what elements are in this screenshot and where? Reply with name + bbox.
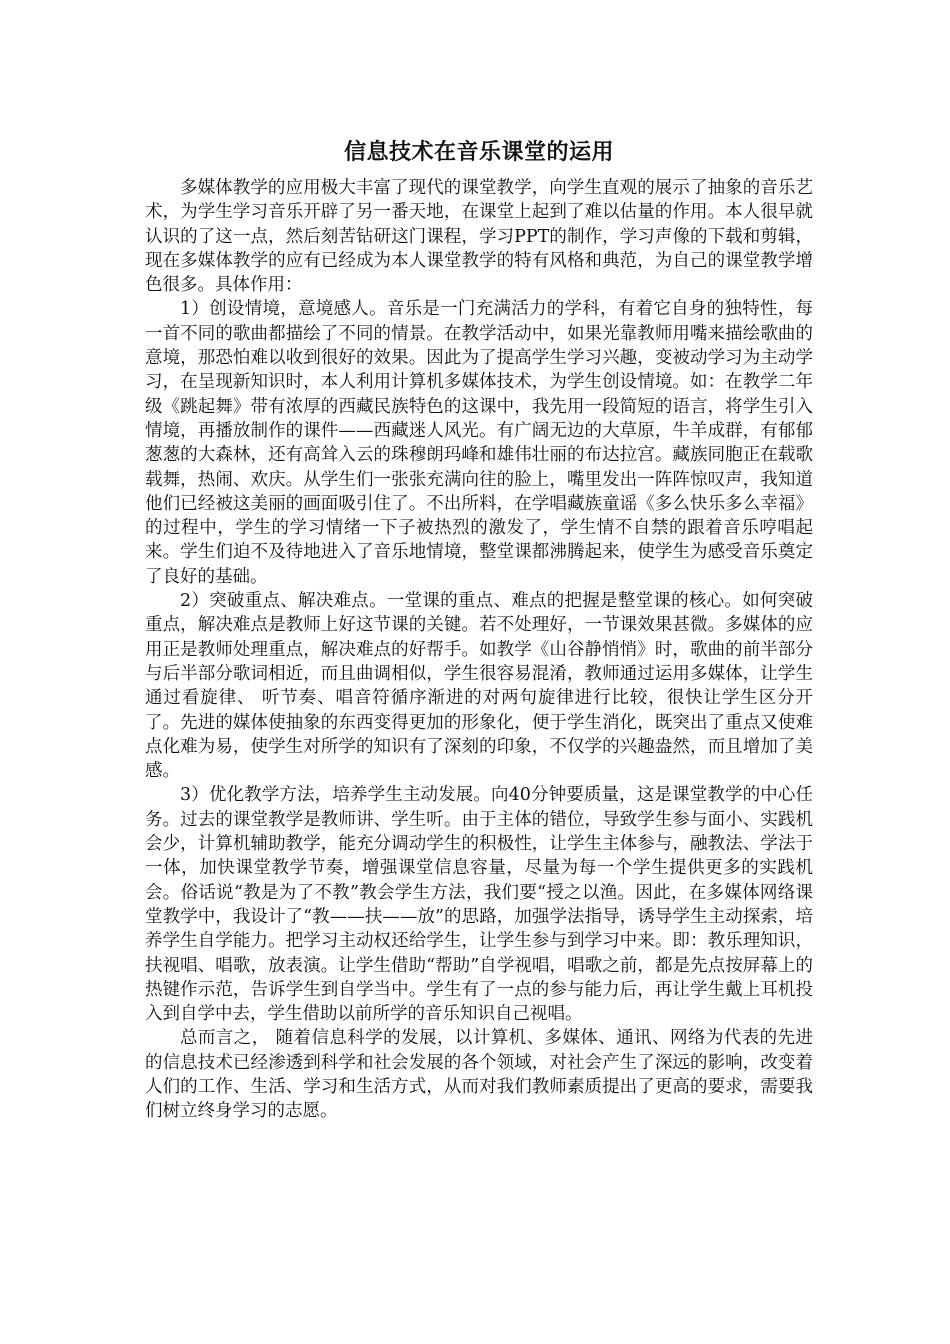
document-title: 信息技术在音乐课堂的运用 xyxy=(343,140,614,165)
document-page xyxy=(145,138,813,1124)
conclusion-paragraph: 总而言之， 随着信息科学的发展，以计算机、多媒体、通讯、网络为代表的先进的信息技术已经渗透到科学和社会发展的各个领域，对社会产生了深远的影响，改变着人们的工作、生活、学习和生活方式，从而对我们教师素质提出了更高的要求，需要我们树立终身学习的志愿。 xyxy=(145,1028,813,1122)
point-3-paragraph: 3）优化教学方法，培养学生主动发展。向40分钟要质量，这是课堂教学的中心任务。过去的课堂教学是教师讲、学生听。由于主体的错位，导致学生参与面小、实践机会少，计算机辅助教学，能充分调动学生的积极性，让学生主体参与，融教法、学法于一体，加快课堂教学节奏，增强课堂信息容量，尽量为每一个学生提供更多的实践机会。俗话说“教是为了不教”教会学生方法，我们要“授之以渔。因此，在多媒体网络课堂教学中，我设计了“教——扶——放”的思路，加强学法指导，诱导学生主动探索，培养学生自学能力。把学习主动权还给学生，让学生参与到学习中来。即：教乐理知识，扶视唱、唱歌，放表演。让学生借助“帮助”自学视唱，唱歌之前，都是先点按屏幕上的热键作示范，告诉学生到自学当中。学生有了一点的参与能力后，再让学生戴上耳机投入到自学中去，学生借助以前所学的音乐知识自己视唱。 xyxy=(145,785,813,1025)
intro-paragraph: 多媒体教学的应用极大丰富了现代的课堂教学，向学生直观的展示了抽象的音乐艺术，为学生学习音乐开辟了另一番天地，在课堂上起到了难以估量的作用。本人很早就认识的了这一点，然后刻苦钻研这门课程，学习PPT的制作，学习声像的下载和剪辑，现在多媒体教学的应有已经成为本人课堂教学的特有风格和典范，为自己的课堂教学增色很多。具体作用： xyxy=(145,178,813,296)
point-2-paragraph: 2）突破重点、解决难点。一堂课的重点、难点的把握是整堂课的核心。如何突破重点，解决难点是教师上好这节课的关键。若不处理好，一节课效果甚微。多媒体的应用正是教师处理重点，解决难点的好帮手。如教学《山谷静悄悄》时，歌曲的前半部分与后半部分歌词相近，而且曲调相似，学生很容易混淆，教师通过运用多媒体，让学生通过看旋律、 听节奏、唱音符循序渐进的对两句旋律进行比较，很快让学生区分开了。先进的媒体使抽象的东西变得更加的形象化，便于学生消化，既突出了重点又使难点化难为易，使学生对所学的知识有了深刻的印象，不仅学的兴趣盎然，而且增加了美感。 xyxy=(145,591,813,782)
point-1-paragraph: 1）创设情境，意境感人。音乐是一门充满活力的学科，有着它自身的独特性，每一首不同的歌曲都描绘了不同的情景。在教学活动中，如果光靠教师用嘴来描绘歌曲的意境，那恐怕难以收到很好的效果。因此为了提高学生学习兴趣，变被动学习为主动学习，在呈现新知识时，本人利用计算机多媒体技术，为学生创设情境。如：在教学二年级《跳起舞》带有浓厚的西藏民族特色的这课中，我先用一段简短的语言，将学生引入情境，再播放制作的课件——西藏迷人风光。有广阔无边的大草原，牛羊成群，有郁郁葱葱的大森林，还有高耸入云的珠穆朗玛峰和雄伟壮丽的布达拉宫。藏族同胞正在载歌载舞，热闹、欢庆。从学生们一张张充满向往的脸上，嘴里发出一阵阵惊叹声，我知道他们已经被这美丽的画面吸引住了。不出所料，在学唱藏族童谣《多么快乐多么幸福》的过程中，学生的学习情绪一下子被热烈的激发了，学生情不自禁的跟着音乐哼唱起来。学生们迫不及待地进入了音乐地情境，整堂课都沸腾起来，使学生为感受音乐奠定了良好的基础。 xyxy=(145,299,813,587)
